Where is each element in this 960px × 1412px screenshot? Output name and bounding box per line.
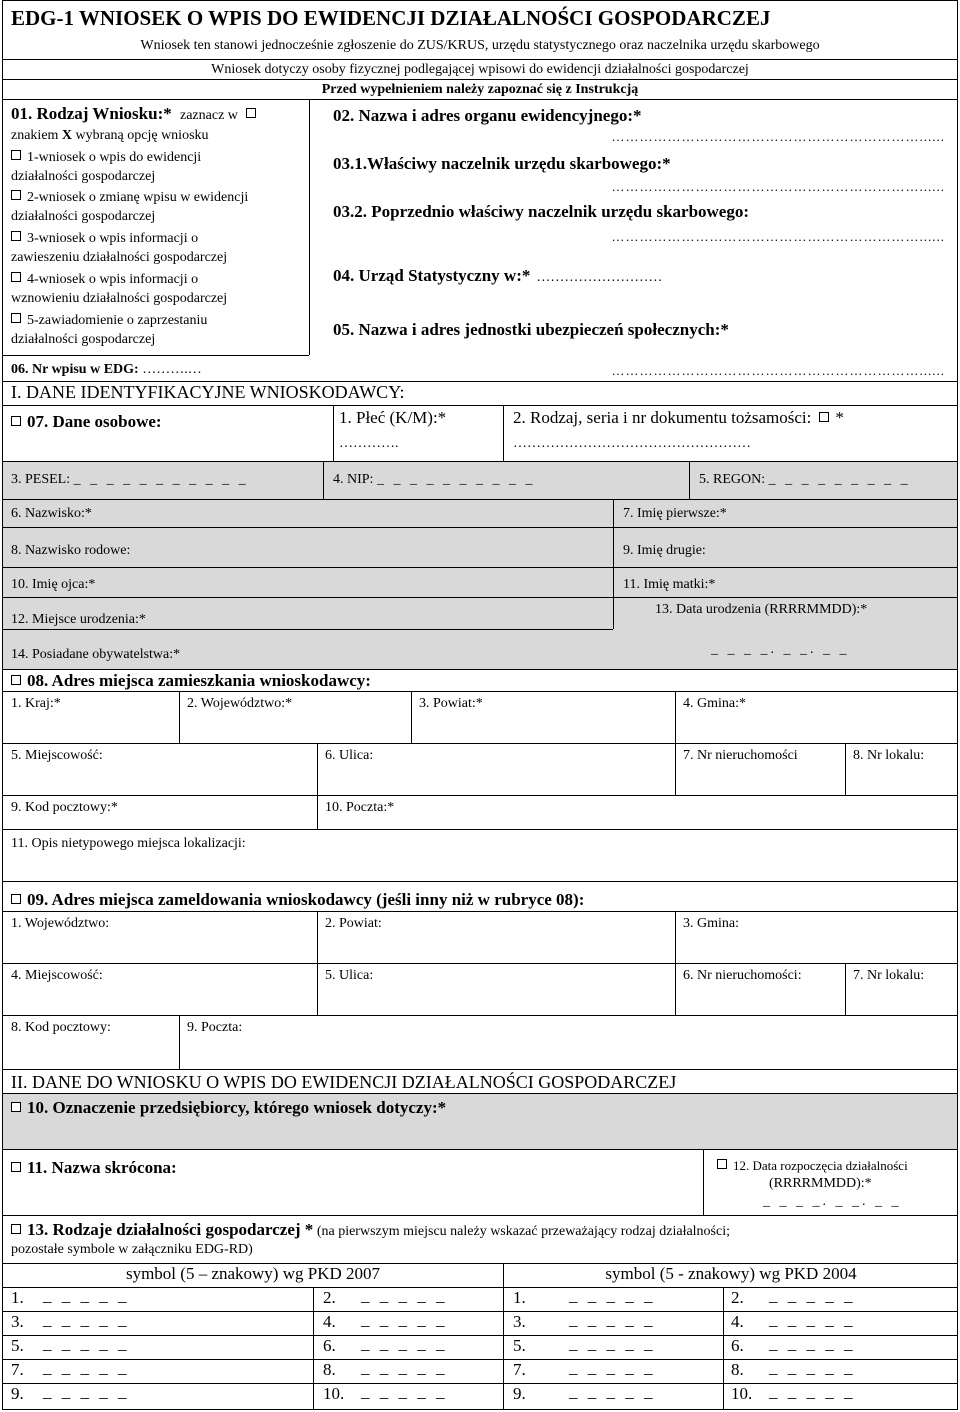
s11-title-text: 11. Nazwa skrócona: [27, 1158, 177, 1177]
kraj-label[interactable]: 1. Kraj:* [11, 696, 61, 711]
s09-poczta-label[interactable]: 9. Poczta: [187, 1020, 243, 1035]
pkd-cell-label: 4. [323, 1312, 336, 1331]
hint-part: znakiem [11, 128, 59, 143]
regon-label [699, 471, 911, 489]
col-pkd-2007: symbol (5 – znakowy) wg PKD 2007 [125, 1264, 381, 1283]
checkbox-icon[interactable] [11, 675, 21, 685]
s01-option-2[interactable] [11, 189, 248, 207]
form-title: EDG-1 WNIOSEK O WPIS DO EWIDENCJI DZIAŁALNOŚCI GOSPODARCZEJ [11, 6, 771, 30]
s12-sub: (RRRRMMDD):* [769, 1176, 872, 1191]
form-page [2, 0, 958, 1410]
pkd-cell-label: 2. [323, 1288, 336, 1307]
pkd-cell-label: 5. [513, 1336, 526, 1355]
checkbox-icon [246, 108, 256, 118]
section-i-title: I. DANE IDENTYFIKACYJNE WNIOSKODAWCY: [11, 382, 405, 402]
pkd-code-input[interactable]: _ _ _ _ _ [569, 1334, 656, 1353]
s11-title[interactable] [11, 1159, 177, 1177]
s04-title-text: 04. Urząd Statystyczny w:* [333, 266, 531, 285]
pkd-cell-label: 8. [323, 1360, 336, 1379]
s08-title [11, 672, 371, 690]
plec-input[interactable]: …………. [339, 436, 399, 451]
s01-hint-2 [11, 127, 209, 145]
regon-label-text: 5. REGON: [699, 472, 766, 487]
gmina-label[interactable]: 4. Gmina:* [683, 696, 746, 711]
s04-title [333, 267, 662, 287]
s01-option-5-cont: działalności gospodarczej [11, 332, 156, 347]
section-ii-title: II. DANE DO WNIOSKU O WPIS DO EWIDENCJI DZIAŁALNOŚCI GOSPODARCZEJ [11, 1072, 677, 1092]
s01-option-2-cont: działalności gospodarczej [11, 209, 156, 224]
s02-input[interactable]: …………………………………………………………...... [611, 129, 945, 144]
s13-note-1: (na pierwszym miejscu należy wskazać przeważający rodzaj działalności; [316, 1224, 730, 1239]
ulica-label[interactable]: 6. Ulica: [325, 748, 374, 763]
checkbox-icon[interactable] [11, 190, 21, 200]
nip-label [333, 471, 535, 489]
pkd-code-input[interactable]: _ _ _ _ _ [43, 1334, 130, 1353]
s01-option-1-cont: działalności gospodarczej [11, 169, 156, 184]
s031-input[interactable]: …………………………………………………………...... [611, 179, 945, 194]
pkd-cell-label: 10. [731, 1384, 753, 1403]
checkbox-icon[interactable] [11, 894, 21, 904]
hint-x: X [61, 128, 73, 143]
regon-input[interactable]: _ _ _ _ _ _ _ _ _ [768, 472, 911, 487]
s09-nr-nieruchomosci-label[interactable]: 6. Nr nieruchomości: [683, 968, 802, 983]
s07-title [11, 413, 162, 431]
s12-input[interactable]: _ _ _ _. _ _. _ _ [763, 1194, 902, 1209]
pesel-label-text: 3. PESEL: [11, 472, 71, 487]
pkd-cell-label: 1. [513, 1288, 526, 1307]
s01-hint: zaznacz w [180, 108, 238, 123]
checkbox-icon[interactable] [11, 1224, 21, 1234]
s05-title: 05. Nazwa i adres jednostki ubezpieczeń społecznych:* [333, 320, 729, 339]
imie-matki-label[interactable]: 11. Imię matki:* [623, 577, 716, 592]
pkd-cell-label: 2. [731, 1288, 744, 1307]
pkd-cell-label: 7. [11, 1360, 24, 1379]
s05-input[interactable]: …………………………………………………………...... [611, 363, 945, 378]
s10-title-text: 10. Oznaczenie przedsiębiorcy, którego wniosek dotyczy:* [27, 1098, 447, 1117]
nip-input[interactable]: _ _ _ _ _ _ _ _ _ _ [376, 472, 536, 487]
s13-title-line [11, 1221, 730, 1241]
wojewodztwo-label[interactable]: 2. Województwo:* [187, 696, 293, 711]
pkd-code-input[interactable]: _ _ _ _ _ [361, 1286, 448, 1305]
s01-title-text: 01. Rodzaj Wniosku:* [11, 104, 172, 123]
pkd-code-input[interactable]: _ _ _ _ _ [569, 1286, 656, 1305]
s09-miejscowosc-label[interactable]: 4. Miejscowość: [11, 968, 103, 983]
pkd-code-input[interactable]: _ _ _ _ _ [361, 1382, 448, 1401]
s06-dots[interactable]: ……….… [142, 362, 202, 377]
s10-title [11, 1099, 446, 1117]
s01-option-5[interactable] [11, 312, 207, 330]
checkbox-icon[interactable] [717, 1159, 727, 1169]
imie-ojca-label[interactable]: 10. Imię ojca:* [11, 577, 96, 592]
s01-option-4-cont: wznowieniu działalności gospodarczej [11, 291, 228, 306]
pkd-cell-label: 3. [11, 1312, 24, 1331]
kod-pocztowy-label[interactable]: 9. Kod pocztowy:* [11, 800, 118, 815]
checkbox-icon[interactable] [819, 412, 829, 422]
option-label: 1-wniosek o wpis do ewidencji [27, 150, 202, 165]
s09-title [11, 891, 584, 909]
checkbox-icon[interactable] [11, 1102, 21, 1112]
pkd-code-input[interactable]: _ _ _ _ _ [361, 1310, 448, 1329]
s08-title-text: 08. Adres miejsca zamieszkania wnioskodawcy: [27, 671, 371, 690]
s09-wojewodztwo-label[interactable]: 1. Województwo: [11, 916, 110, 931]
checkbox-icon[interactable] [11, 231, 21, 241]
powiat-label[interactable]: 3. Powiat:* [419, 696, 483, 711]
pkd-cell-label: 8. [731, 1360, 744, 1379]
pkd-cell-label: 10. [323, 1384, 345, 1403]
pkd-cell-label: 6. [731, 1336, 744, 1355]
nip-label-text: 4. NIP: [333, 472, 374, 487]
s07-title-text: 07. Dane osobowe: [27, 412, 162, 431]
pkd-cell-label: 9. [11, 1384, 24, 1403]
col-pkd-2004: symbol (5 - znakowy) wg PKD 2004 [605, 1264, 857, 1283]
s09-nr-lokalu-label[interactable]: 7. Nr lokalu: [853, 968, 925, 983]
dokument-star: * [835, 408, 844, 427]
pkd-cell-label: 9. [513, 1384, 526, 1403]
miejscowosc-label[interactable]: 5. Miejscowość: [11, 748, 103, 763]
pkd-code-input[interactable]: _ _ _ _ _ [769, 1286, 856, 1305]
pkd-code-input[interactable]: _ _ _ _ _ [361, 1358, 448, 1377]
s13-title: 13. Rodzaje działalności gospodarczej * [27, 1220, 314, 1239]
nr-nieruchomosci-label[interactable]: 7. Nr nieruchomości [683, 748, 798, 763]
pkd-code-input[interactable]: _ _ _ _ _ [569, 1310, 656, 1329]
s01-option-3[interactable] [11, 230, 198, 248]
pkd-code-input[interactable]: _ _ _ _ _ [569, 1358, 656, 1377]
dokument-label-text: 2. Rodzaj, seria i nr dokumentu tożsamości: [513, 408, 812, 427]
s09-powiat-label[interactable]: 2. Powiat: [325, 916, 382, 931]
option-label: 2-wniosek o zmianę wpisu w ewidencji [27, 190, 249, 205]
s09-ulica-label[interactable]: 5. Ulica: [325, 968, 374, 983]
checkbox-icon[interactable] [11, 416, 21, 426]
pesel-label [11, 471, 249, 489]
header-line-3: Przed wypełnieniem należy zapoznać się z Instrukcją [321, 82, 639, 97]
pkd-code-input[interactable]: _ _ _ _ _ [769, 1310, 856, 1329]
header-line-1: Wniosek ten stanowi jednocześnie zgłoszenie do ZUS/KRUS, urzędu statystycznego oraz naczelnika urzędu skarbowego [140, 38, 820, 53]
dokument-input[interactable]: …………………………………………… [513, 436, 751, 451]
pkd-code-input[interactable]: _ _ _ _ _ [769, 1334, 856, 1353]
s01-title [11, 105, 262, 125]
dokument-label [513, 409, 844, 427]
checkbox-icon[interactable] [11, 150, 21, 160]
checkbox-icon[interactable] [11, 313, 21, 323]
s031-title: 03.1.Właściwy naczelnik urzędu skarbowego:* [333, 154, 671, 173]
obywatelstwa-label[interactable]: 14. Posiadane obywatelstwa:* [11, 647, 181, 662]
checkbox-icon[interactable] [11, 1162, 21, 1172]
s02-title: 02. Nazwa i adres organu ewidencyjnego:* [333, 106, 642, 125]
imie-drugie-label[interactable]: 9. Imię drugie: [623, 543, 706, 558]
data-urodzenia-label: 13. Data urodzenia (RRRRMMDD):* [655, 602, 868, 617]
pkd-cell-label: 7. [513, 1360, 526, 1379]
pkd-cell-label: 4. [731, 1312, 744, 1331]
s01-option-3-cont: zawieszeniu działalności gospodarczej [11, 250, 228, 265]
miejsce-urodzenia-label[interactable]: 12. Miejsce urodzenia:* [11, 612, 146, 627]
s12-title-text: 12. Data rozpoczęcia działalności [733, 1158, 908, 1173]
option-label: 5-zawiadomienie o zaprzestaniu [27, 313, 208, 328]
pkd-cell-label: 1. [11, 1288, 24, 1307]
checkbox-icon[interactable] [11, 272, 21, 282]
option-label: 3-wniosek o wpis informacji o [27, 231, 199, 246]
header-line-2: Wniosek dotyczy osoby fizycznej podlegającej wpisowi do ewidencji działalności gospodarczej [211, 62, 749, 77]
s032-input[interactable]: …………………………………………………………...... [611, 229, 945, 244]
pkd-cell-label: 5. [11, 1336, 24, 1355]
nazwisko-label[interactable]: 6. Nazwisko:* [11, 506, 92, 521]
pkd-code-input[interactable]: _ _ _ _ _ [769, 1382, 856, 1401]
plec-label: 1. Płeć (K/M):* [339, 408, 447, 427]
nr-lokalu-label[interactable]: 8. Nr lokalu: [853, 748, 925, 763]
pkd-code-input[interactable]: _ _ _ _ _ [43, 1310, 130, 1329]
pkd-code-input[interactable]: _ _ _ _ _ [769, 1358, 856, 1377]
pesel-input[interactable]: _ _ _ _ _ _ _ _ _ _ _ [73, 472, 249, 487]
s06-title: 06. Nr wpisu w EDG: [11, 362, 139, 377]
s01-option-4[interactable] [11, 271, 198, 289]
s09-kod-pocztowy-label[interactable]: 8. Kod pocztowy: [11, 1020, 111, 1035]
pkd-code-input[interactable]: _ _ _ _ _ [43, 1382, 130, 1401]
s12-title [717, 1157, 908, 1175]
pkd-code-input[interactable]: _ _ _ _ _ [43, 1358, 130, 1377]
pkd-code-input[interactable]: _ _ _ _ _ [43, 1286, 130, 1305]
s04-input[interactable]: ……………………… [536, 270, 663, 285]
opis-lokalizacji-label[interactable]: 11. Opis nietypowego miejsca lokalizacji: [11, 836, 246, 851]
s13-note-2: pozostałe symbole w załączniku EDG-RD) [11, 1242, 253, 1257]
form-header [3, 1, 957, 99]
imie-pierwsze-label[interactable]: 7. Imię pierwsze:* [623, 506, 727, 521]
s06-label [11, 361, 202, 379]
data-urodzenia-input[interactable]: _ _ _ _. _ _. _ _ [711, 642, 850, 657]
pkd-cell-label: 3. [513, 1312, 526, 1331]
hint-part: wybraną opcję wniosku [75, 128, 209, 143]
nazwisko-rodowe-label[interactable]: 8. Nazwisko rodowe: [11, 543, 131, 558]
s09-gmina-label[interactable]: 3. Gmina: [683, 916, 739, 931]
poczta-label[interactable]: 10. Poczta:* [325, 800, 395, 815]
s01-option-1[interactable] [11, 149, 201, 167]
pkd-code-input[interactable]: _ _ _ _ _ [361, 1334, 448, 1353]
pkd-cell-label: 6. [323, 1336, 336, 1355]
s032-title: 03.2. Poprzednio właściwy naczelnik urzędu skarbowego: [333, 202, 750, 221]
s09-title-text: 09. Adres miejsca zameldowania wnioskodawcy (jeśli inny niż w rubryce 08): [27, 890, 585, 909]
option-label: 4-wniosek o wpis informacji o [27, 272, 199, 287]
pkd-code-input[interactable]: _ _ _ _ _ [569, 1382, 656, 1401]
